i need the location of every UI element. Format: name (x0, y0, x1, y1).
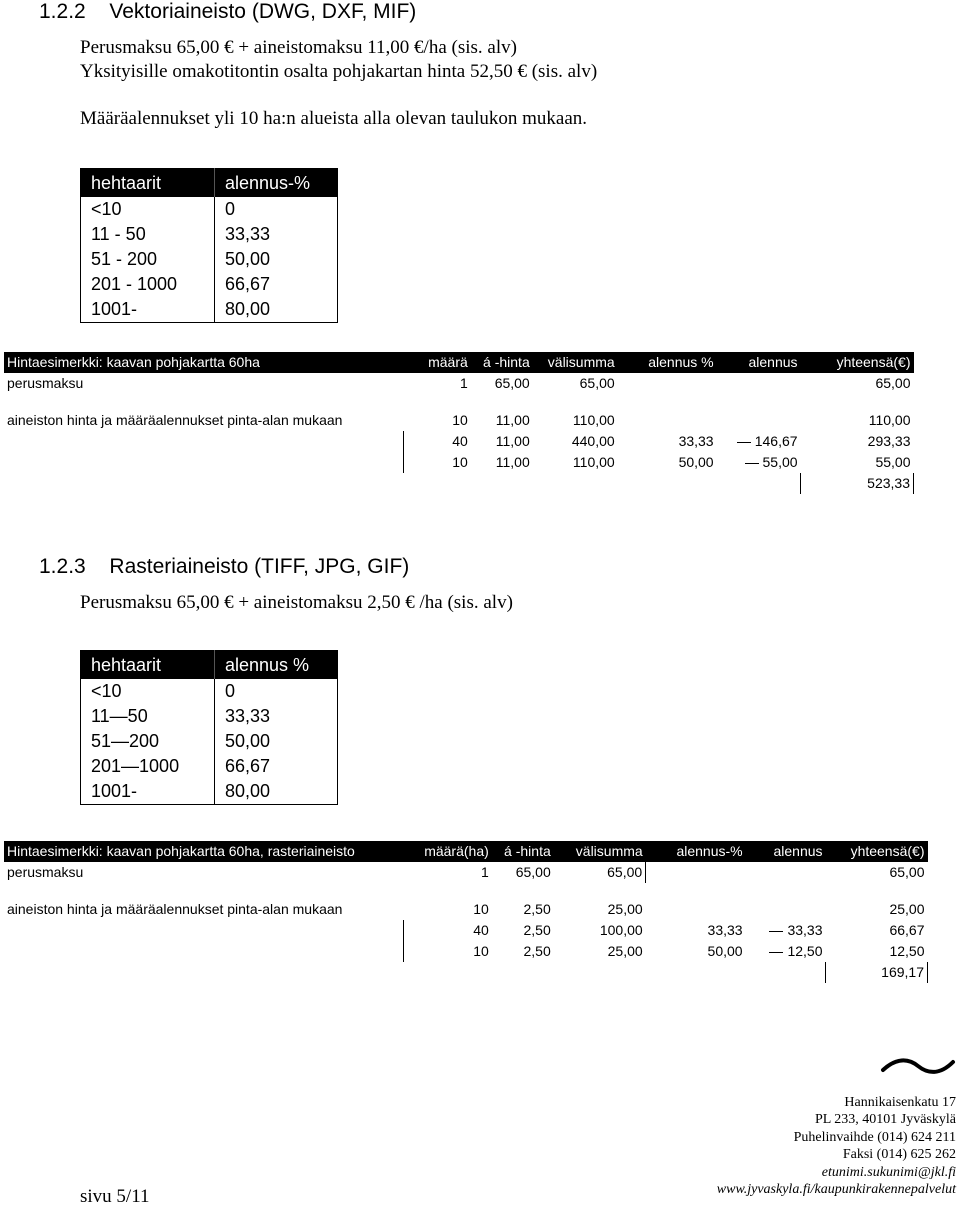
table-cell: 0 (225, 199, 236, 219)
table-cell: 80,00 (225, 299, 271, 319)
table-row (81, 754, 338, 779)
paragraph-line: Määräalennukset yli 10 ha:n alueista alla olevan taulukon mukaan. (80, 108, 588, 129)
table-cell: perusmaksu (7, 864, 84, 880)
table-cell: <10 (81, 197, 215, 222)
table-cell (646, 862, 746, 883)
section-heading (39, 0, 416, 24)
table-cell: 65,00 (515, 864, 551, 880)
table-cell (746, 899, 826, 920)
table-cell (717, 452, 801, 473)
paragraph-line: Yksityisille omakotitontin osalta pohjakartan hinta 52,50 € (sis. alv) (80, 61, 598, 82)
table-cell (646, 899, 746, 920)
table-cell: 0 (225, 681, 236, 701)
table-cell: 33,33 (707, 922, 743, 938)
price-example-table (4, 352, 914, 494)
table-cell: 50,00 (225, 731, 271, 751)
table-header-row (81, 651, 338, 680)
table-cell: 10 (404, 941, 492, 962)
table-cell: 55,00 (875, 454, 911, 470)
table-cell: 293,33 (867, 433, 911, 449)
table-cell: 110,00 (572, 412, 615, 428)
table-header-cell: Hintaesimerkki: kaavan pohjakartta 60ha, rasteriaineisto (4, 841, 404, 862)
table-row (81, 779, 338, 805)
dash-icon (769, 931, 783, 932)
table-header-row (4, 841, 928, 862)
table-spacer-row (4, 883, 928, 899)
table-cell: 50,00 (678, 454, 714, 470)
table-total-row (4, 962, 928, 983)
table-row (81, 704, 338, 729)
table-cell: 50,00 (707, 943, 743, 959)
contact-info (717, 1094, 956, 1198)
table-cell: 2,50 (523, 922, 551, 938)
table-header-cell: alennus % (618, 352, 717, 373)
table-cell: 11,00 (495, 454, 530, 470)
table-cell: <10 (81, 679, 215, 704)
table-cell (717, 410, 801, 431)
email-link[interactable]: etunimi.sukunimi@jkl.fi (821, 1164, 956, 1180)
table-cell: 201—1000 (81, 754, 215, 779)
address-line: Hannikaisenkatu 17 (844, 1095, 956, 1110)
table-header-cell: á -hinta (471, 352, 533, 373)
table-cell: 33,33 (225, 706, 271, 726)
address-line: PL 233, 40101 Jyväskylä (814, 1112, 956, 1128)
table-header-cell: hehtaarit (81, 651, 215, 680)
table-header-cell: yhteensä(€) (801, 352, 914, 373)
total-cell: 523,33 (801, 473, 914, 494)
table-header-cell: alennus-% (646, 841, 746, 862)
table-cell (746, 941, 826, 962)
table-row (4, 899, 928, 920)
table-cell: 65,00 (494, 375, 530, 391)
table-header-cell: alennus-% (215, 169, 338, 198)
paragraph-line: Perusmaksu 65,00 € + aineistomaksu 2,50 € /ha (sis. alv) (80, 592, 513, 613)
table-cell: 50,00 (225, 249, 271, 269)
table-cell: 1 (459, 375, 468, 391)
fax-line: Faksi (014) 625 262 (842, 1147, 956, 1163)
table-cell (4, 941, 404, 962)
table-header-cell: á -hinta (492, 841, 554, 862)
table-cell (746, 862, 826, 883)
table-cell: 65,00 (889, 864, 925, 880)
table-cell (746, 920, 826, 941)
table-row (4, 920, 928, 941)
table-cell: 10 (404, 452, 471, 473)
table-cell: 40 (404, 920, 492, 941)
table-cell: 201 - 1000 (81, 272, 215, 297)
discount-table (80, 650, 338, 805)
dash-icon (745, 463, 759, 464)
page-number: sivu 5/11 (80, 1186, 150, 1207)
table-cell: 11,00 (495, 412, 530, 428)
table-cell: 65,00 (579, 375, 615, 391)
phone-line: Puhelinvaihde (014) 624 211 (793, 1129, 956, 1145)
table-row (4, 431, 914, 452)
total-cell: 169,17 (826, 962, 928, 983)
dash-icon (769, 952, 783, 953)
table-cell (4, 920, 404, 941)
wave-logo-icon (880, 1055, 956, 1077)
table-header-cell: yhteensä(€) (826, 841, 928, 862)
table-cell: 1001- (81, 297, 215, 323)
table-cell: 11—50 (81, 704, 215, 729)
table-cell: 2,50 (523, 901, 551, 917)
table-cell: 25,00 (889, 901, 925, 917)
table-row (81, 297, 338, 323)
table-row (4, 862, 928, 883)
table-cell: 65,00 (607, 864, 643, 880)
table-cell: 1001- (81, 779, 215, 805)
table-row (81, 247, 338, 272)
discount-table (80, 168, 338, 323)
discount-value: 55,00 (762, 454, 798, 470)
table-cell (618, 410, 717, 431)
table-cell: 11,00 (495, 433, 530, 449)
table-cell: 65,00 (875, 375, 911, 391)
table-cell (717, 373, 801, 394)
table-cell: aineiston hinta ja määräalennukset pinta-alan mukaan (7, 901, 343, 917)
table-header-cell: alennus (717, 352, 801, 373)
table-row (81, 222, 338, 247)
table-cell: 11 - 50 (81, 222, 215, 247)
table-row (81, 197, 338, 222)
table-spacer-row (4, 394, 914, 410)
section-number: 1.2.3 (39, 555, 86, 578)
table-cell: 66,67 (889, 922, 925, 938)
table-row (4, 373, 914, 394)
table-cell (4, 452, 404, 473)
table-cell: 10 (452, 412, 468, 428)
table-cell: 51 - 200 (81, 247, 215, 272)
table-row (81, 679, 338, 704)
table-total-row (4, 473, 914, 494)
table-cell: 440,00 (571, 433, 615, 449)
table-cell: aineiston hinta ja määräalennukset pinta-alan mukaan (7, 412, 343, 428)
table-cell: 80,00 (225, 781, 271, 801)
table-cell: 1 (480, 864, 489, 880)
table-cell: 110,00 (868, 412, 911, 428)
table-cell: 40 (404, 431, 471, 452)
table-header-row (4, 352, 914, 373)
table-cell: 12,50 (889, 943, 925, 959)
table-row (81, 729, 338, 754)
table-cell: 10 (473, 901, 489, 917)
table-cell: 100,00 (599, 922, 643, 938)
discount-value: 12,50 (787, 943, 823, 959)
table-cell: 66,67 (225, 756, 271, 776)
table-row (4, 452, 914, 473)
price-example-table (4, 841, 928, 983)
section-number: 1.2.2 (39, 0, 86, 23)
table-cell: 51—200 (81, 729, 215, 754)
discount-value: 146,67 (754, 433, 798, 449)
table-header-cell: alennus % (215, 651, 338, 680)
paragraph-line: Perusmaksu 65,00 € + aineistomaksu 11,00 €/ha (sis. alv) (80, 37, 517, 58)
table-header-cell: määrä (404, 352, 471, 373)
table-cell (4, 431, 404, 452)
section-title: Rasteriaineisto (TIFF, JPG, GIF) (109, 555, 410, 578)
table-header-cell: alennus (746, 841, 826, 862)
table-cell: 33,33 (678, 433, 714, 449)
section-title: Vektoriaineisto (DWG, DXF, MIF) (109, 0, 417, 23)
table-cell: 2,50 (523, 943, 551, 959)
website-link[interactable]: www.jyvaskyla.fi/kaupunkirakennepalvelut (716, 1182, 956, 1198)
table-cell (618, 373, 717, 394)
table-header-cell: välisumma (533, 352, 618, 373)
table-cell: 66,67 (225, 274, 271, 294)
table-cell: perusmaksu (7, 375, 84, 391)
dash-icon (737, 442, 751, 443)
table-header-cell: Hintaesimerkki: kaavan pohjakartta 60ha (4, 352, 404, 373)
table-row (4, 941, 928, 962)
table-row (81, 272, 338, 297)
table-cell (717, 431, 801, 452)
table-cell: 33,33 (225, 224, 271, 244)
table-cell: 110,00 (572, 454, 615, 470)
table-row (4, 410, 914, 431)
table-cell: 25,00 (607, 943, 643, 959)
table-header-cell: hehtaarit (81, 169, 215, 198)
table-header-cell: välisumma (554, 841, 646, 862)
table-header-cell: määrä(ha) (404, 841, 492, 862)
table-cell: 25,00 (607, 901, 643, 917)
section-heading (39, 555, 409, 579)
table-header-row (81, 169, 338, 198)
discount-value: 33,33 (787, 922, 823, 938)
